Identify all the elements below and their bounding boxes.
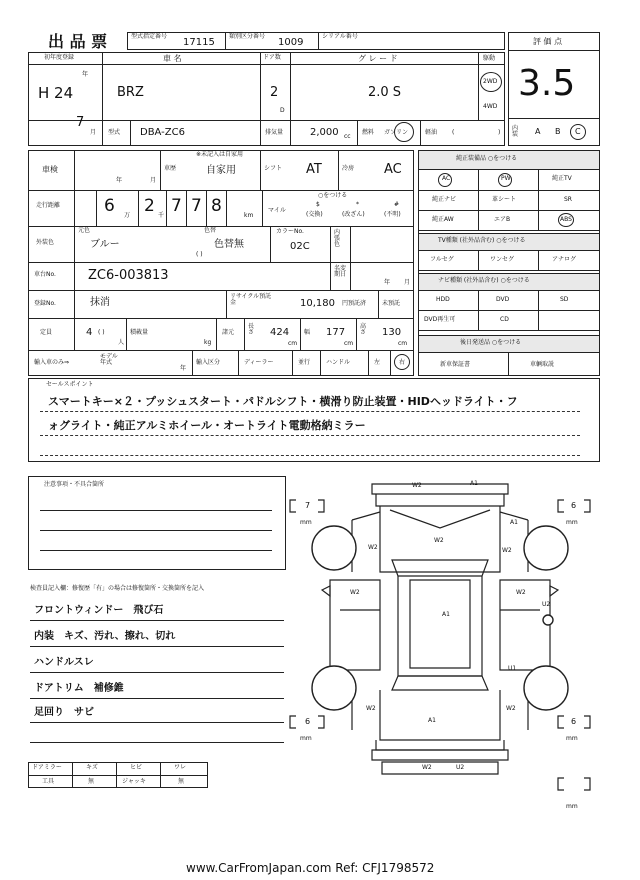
load-unit: kg bbox=[204, 339, 212, 346]
mile-altered: (改ざん) bbox=[342, 211, 365, 218]
fuel-paren-close: ) bbox=[498, 129, 501, 136]
mile-star: * bbox=[356, 201, 359, 208]
interior-grade-c-circle bbox=[570, 124, 586, 140]
legend-v2: 無 bbox=[88, 778, 95, 785]
model-designation-value: 17115 bbox=[183, 37, 215, 48]
sales-point-line2: ォグライト・純正アルミホイール・オートライト電動格納ミラー bbox=[48, 419, 366, 432]
score-value: 3.5 bbox=[518, 63, 576, 104]
score-label: 評 価 点 bbox=[533, 37, 563, 46]
color-change-value: 色替無 bbox=[214, 239, 244, 250]
note-item-4: ドアトリム 補修錐 bbox=[34, 683, 124, 694]
length-label: 長さ bbox=[248, 323, 255, 336]
navi-dvd-play: DVD再生可 bbox=[424, 316, 456, 323]
mile-hash: # bbox=[394, 201, 400, 208]
mile-unknown: (不明) bbox=[384, 211, 401, 218]
fuel-gasoline: ガソリン bbox=[384, 129, 409, 136]
capacity-label: 定員 bbox=[40, 329, 53, 336]
fuel-label: 燃料 bbox=[362, 129, 375, 136]
tread-rr: 6 bbox=[571, 717, 577, 726]
inspection-year: 年 bbox=[116, 177, 123, 184]
grade-label: グ レ ー ド bbox=[358, 54, 398, 63]
drive-4wd: 4WD bbox=[483, 103, 498, 110]
class-value: 1009 bbox=[278, 37, 304, 48]
equip-ac: AC bbox=[442, 175, 451, 182]
mileage-label: 走行距離 bbox=[36, 202, 61, 209]
chassis-value: ZC6-003813 bbox=[88, 268, 169, 283]
grade-value: 2.0 S bbox=[368, 85, 402, 100]
mile-exchange: (交換) bbox=[306, 211, 323, 218]
mark-hood-w2: W2 bbox=[434, 537, 444, 544]
tread-fl: 7 bbox=[305, 501, 311, 510]
drive-2wd-circle bbox=[480, 72, 502, 92]
model-year-unit: 年 bbox=[180, 365, 187, 372]
length-unit: cm bbox=[288, 340, 298, 347]
reg-value: 抹消 bbox=[90, 297, 110, 308]
notes-label: 注意事項・不具合箇所 bbox=[44, 481, 105, 488]
mile-label: マイル bbox=[268, 207, 286, 214]
mileage-sen: 千 bbox=[158, 212, 165, 219]
mark-rear-fender-r-w2: W2 bbox=[506, 705, 516, 712]
tv-oneseg: ワンセグ bbox=[490, 256, 515, 263]
car-name-label: 車 名 bbox=[163, 54, 182, 63]
tv-title: TV種類 (社外品含む) ○をつける bbox=[438, 237, 526, 244]
mile-dollar: $ bbox=[316, 201, 320, 208]
footer-ref: www.CarFromJapan.com Ref: CFJ1798572 bbox=[186, 861, 435, 875]
history-label: 車歴 bbox=[164, 165, 177, 172]
equipment-title: 純正装備品 ○をつける bbox=[456, 155, 518, 162]
ac-value: AC bbox=[384, 162, 402, 177]
mark-rear-fender-u1: U1 bbox=[508, 665, 517, 672]
note-item-5: 足回り サビ bbox=[34, 707, 94, 718]
displacement-value: 2,000 bbox=[310, 127, 339, 138]
fuel-cap bbox=[543, 615, 553, 625]
wheel-front-right bbox=[524, 526, 568, 570]
equip-pw: PW bbox=[501, 175, 511, 182]
height-value: 130 bbox=[382, 327, 402, 338]
equip-pw-circle bbox=[498, 173, 512, 187]
mileage-digit-4: 7 bbox=[191, 196, 202, 216]
name-change-year: 年 bbox=[384, 279, 391, 286]
interior-grade-b: B bbox=[555, 127, 561, 136]
tv-analog: アナログ bbox=[552, 256, 577, 263]
handle-right-circle bbox=[394, 354, 410, 370]
class-label: 類別区分番号 bbox=[229, 33, 266, 40]
legend-h1: ドアミラー bbox=[32, 764, 62, 771]
inspector-label: 検査員記入欄：修復歴「有」の場合は修復箇所・交換箇所を記入 bbox=[30, 585, 205, 592]
equip-navi: 純正ナビ bbox=[432, 196, 457, 203]
handle-label: ハンドル bbox=[326, 359, 351, 366]
equip-leather: 革シート bbox=[492, 196, 517, 203]
docs-manual: 車輌取説 bbox=[530, 361, 555, 368]
capacity-value: 4 bbox=[86, 327, 93, 338]
equip-abs: ABS bbox=[560, 216, 572, 223]
dims-label: 諸元 bbox=[222, 329, 235, 336]
recycle-value: 10,180 bbox=[300, 298, 335, 309]
mark-roof-a1: A1 bbox=[442, 611, 450, 618]
drive-2wd: 2WD bbox=[483, 78, 498, 85]
mark-rear-bumper-u2: U2 bbox=[456, 764, 465, 771]
tread-fr: 6 bbox=[571, 501, 577, 510]
shift-label: シフト bbox=[264, 165, 283, 172]
equip-sr: SR bbox=[564, 196, 572, 203]
name-change-month: 月 bbox=[404, 279, 411, 286]
legend-v1: 工具 bbox=[42, 778, 55, 785]
mileage-km: km bbox=[244, 212, 254, 219]
navi-title: ナビ種類 (社外品含む) ○をつける bbox=[438, 277, 530, 284]
fuel-paren: ( bbox=[452, 129, 455, 136]
mileage-digit-5: 8 bbox=[211, 196, 222, 216]
import-label: 輸入車のみ⇒ bbox=[34, 359, 70, 366]
mark-door-fr-u2: U2 bbox=[542, 601, 551, 608]
color-change-label: 色替 bbox=[204, 227, 217, 234]
mark-front-bumper-w2: W2 bbox=[412, 482, 422, 489]
mileage-digit-2: 2 bbox=[144, 196, 155, 216]
sales-point-label: セールスポイント bbox=[46, 381, 94, 388]
interior-grade-a: A bbox=[535, 127, 541, 136]
color-paren: ( ) bbox=[196, 251, 203, 258]
model-designation-label: 型式指定番号 bbox=[131, 33, 168, 40]
navi-dvd: DVD bbox=[496, 296, 510, 303]
history-note: ※未記入は自家用 bbox=[196, 151, 244, 158]
form-title: 出 品 票 bbox=[48, 32, 108, 51]
height-label: 高さ bbox=[360, 323, 367, 336]
chassis-label: 車台No. bbox=[34, 271, 56, 278]
mileage-digit-3: 7 bbox=[171, 196, 182, 216]
legend-h4: ワレ bbox=[174, 764, 187, 771]
displacement-label: 排気量 bbox=[265, 129, 284, 136]
name-change-label: 名変期日 bbox=[334, 265, 347, 278]
legend-h3: ヒビ bbox=[130, 764, 143, 771]
equip-ac-circle bbox=[438, 173, 452, 187]
capacity-unit: 人 bbox=[118, 339, 125, 346]
navi-hdd: HDD bbox=[436, 296, 450, 303]
navi-cd: CD bbox=[500, 316, 509, 323]
first-reg-label: 初年度登録 bbox=[44, 54, 75, 61]
color-orig-value: ブルー bbox=[90, 239, 120, 250]
width-label: 幅 bbox=[304, 329, 311, 336]
color-no-label: カラーNo. bbox=[276, 228, 304, 235]
wheel-rear-right bbox=[524, 666, 568, 710]
dealer: ディーラー bbox=[244, 359, 274, 366]
docs-title: 後日発送品 ○をつける bbox=[460, 339, 522, 346]
mark-rear-bumper-w2: W2 bbox=[422, 764, 432, 771]
ac-label: 冷房 bbox=[342, 165, 355, 172]
legend-h2: キズ bbox=[86, 764, 98, 771]
mark-door-fl-w2: W2 bbox=[350, 589, 360, 596]
wheel-rear-left bbox=[312, 666, 356, 710]
equip-airbag: エアB bbox=[494, 216, 511, 223]
recycle-not: 未預託 bbox=[382, 300, 401, 307]
mileage-man: 万 bbox=[124, 212, 131, 219]
docs-warranty: 新車保証書 bbox=[440, 361, 471, 368]
handle-right: 右 bbox=[399, 359, 406, 366]
mark-door-fr-w2: W2 bbox=[516, 589, 526, 596]
model-year-label: モデル年式 bbox=[100, 353, 118, 366]
sales-point-line1: スマートキー×２・プッシュスタート・パドルシフト・横滑り防止装置・HIDヘッドライト・フ bbox=[48, 395, 518, 408]
color-label: 外装色 bbox=[36, 239, 55, 246]
interior-label: 内装 bbox=[512, 125, 519, 138]
type-value: DBA-ZC6 bbox=[140, 127, 185, 138]
mile-note: ○をつける bbox=[318, 192, 348, 199]
doors-value: 2 bbox=[270, 85, 279, 100]
interior-grade-c: C bbox=[575, 127, 581, 136]
parallel: 並行 bbox=[298, 359, 311, 366]
inspection-month: 月 bbox=[150, 177, 157, 184]
tv-fullseg: フルセグ bbox=[430, 256, 454, 263]
first-reg-month: 7 bbox=[76, 115, 85, 130]
recycle-label: リサイクル預託金 bbox=[230, 293, 272, 306]
tread-rr-unit: mm bbox=[566, 735, 578, 742]
width-value: 177 bbox=[326, 327, 346, 338]
mark-rear-fender-l-w2: W2 bbox=[366, 705, 376, 712]
length-value: 424 bbox=[270, 327, 290, 338]
doors-suffix: D bbox=[280, 107, 285, 114]
tread-rl: 6 bbox=[305, 717, 311, 726]
note-item-2: 内装 キズ、汚れ、擦れ、切れ bbox=[34, 631, 176, 642]
equip-aw: 純正AW bbox=[432, 216, 454, 223]
fuel-diesel: 軽油 bbox=[425, 129, 438, 136]
color-back-label: 内張色 bbox=[334, 229, 341, 248]
month-unit: 月 bbox=[90, 129, 97, 136]
height-unit: cm bbox=[398, 340, 408, 347]
legend-v4: 無 bbox=[178, 778, 185, 785]
capacity-paren: ( ) bbox=[98, 329, 105, 336]
type-label: 型式 bbox=[108, 129, 121, 136]
note-item-3: ハンドルスレ bbox=[34, 657, 94, 668]
shift-value: AT bbox=[306, 162, 322, 177]
car-name-value: BRZ bbox=[117, 85, 144, 100]
tread-fr-unit: mm bbox=[566, 519, 578, 526]
first-reg-year: H 24 bbox=[38, 84, 74, 102]
mark-fender-fr-w2: W2 bbox=[502, 547, 512, 554]
mark-fender-fl-w2: W2 bbox=[368, 544, 378, 551]
load-label: 積載量 bbox=[130, 329, 149, 336]
inspection-label: 車検 bbox=[42, 165, 58, 174]
import-class-label: 輸入区分 bbox=[196, 359, 221, 366]
width-unit: cm bbox=[344, 340, 354, 347]
navi-sd: SD bbox=[560, 296, 569, 303]
notes-box bbox=[28, 476, 286, 570]
color-orig-label: 元色 bbox=[78, 227, 91, 234]
mileage-digit-1: 6 bbox=[104, 196, 115, 216]
doors-label: ドア数 bbox=[263, 54, 281, 61]
equip-abs-circle bbox=[558, 213, 574, 227]
wheel-front-left bbox=[312, 526, 356, 570]
mark-front-bumper-a1: A1 bbox=[470, 480, 478, 487]
mark-fender-fr-a1: A1 bbox=[510, 519, 518, 526]
serial-label: シリアル番号 bbox=[322, 33, 358, 40]
recycle-unit: 円預託済 bbox=[342, 300, 367, 307]
tread-fl-unit: mm bbox=[300, 519, 312, 526]
tread-spare-unit: mm bbox=[566, 803, 578, 810]
mark-trunk-a1: A1 bbox=[428, 717, 436, 724]
reg-label: 登録No. bbox=[34, 300, 56, 307]
color-no-value: 02C bbox=[290, 241, 310, 252]
tread-rl-unit: mm bbox=[300, 735, 312, 742]
year-unit: 年 bbox=[82, 71, 89, 78]
equip-tv: 純正TV bbox=[552, 175, 572, 182]
note-item-1: フロントウィンドー 飛び石 bbox=[34, 605, 164, 616]
fuel-gasoline-circle bbox=[394, 122, 414, 142]
handle-left: 左 bbox=[374, 359, 381, 366]
history-value: 自家用 bbox=[206, 165, 236, 176]
displacement-unit: cc bbox=[344, 133, 351, 140]
drive-label: 駆動 bbox=[483, 55, 496, 62]
legend-v3: ジャッキ bbox=[122, 778, 146, 785]
